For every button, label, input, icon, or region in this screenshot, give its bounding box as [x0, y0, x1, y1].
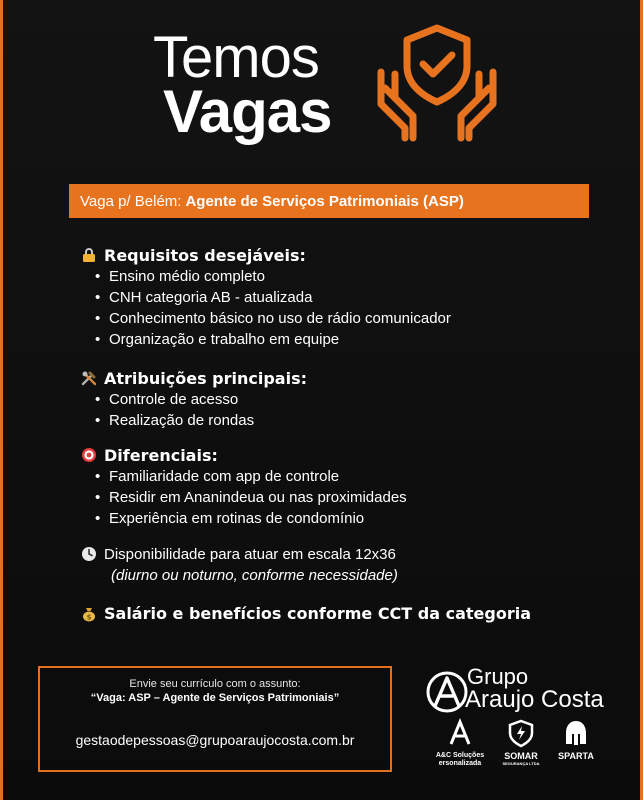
- atribuicoes-section: [81, 367, 307, 431]
- requisitos-heading: Requisitos desejáveis:: [104, 245, 306, 265]
- requisitos-list: [81, 266, 451, 350]
- target-icon: [81, 447, 97, 463]
- ac-logo-icon: [445, 718, 475, 748]
- list-item: • Conhecimento básico no uso de rádio comunicador: [95, 308, 451, 329]
- brand-line-2: Araujo Costa: [465, 686, 604, 713]
- brand-logo: [423, 664, 623, 724]
- sparta-helmet-icon: [561, 718, 591, 748]
- banner-role: Agente de Serviços Patrimoniais (ASP): [185, 192, 464, 210]
- sub-logo-somar-tagline: SEGURANÇA LTDA: [502, 761, 540, 766]
- title-line-1: Temos: [153, 25, 319, 90]
- diferenciais-section: [81, 444, 407, 529]
- sub-logo-sparta-name: SPARTA: [558, 751, 594, 761]
- atribuicoes-list: [81, 389, 307, 431]
- requisitos-section: [81, 244, 451, 350]
- grupo-logo-icon: [423, 668, 471, 716]
- list-item: • Ensino médio completo: [95, 266, 451, 287]
- contact-instruction: Envie seu currículo com o assunto:: [129, 678, 301, 690]
- sub-logo-ac: [421, 718, 499, 768]
- list-item: • Controle de acesso: [95, 389, 307, 410]
- disponibilidade-text: Disponibilidade para atuar em escala 12x36: [104, 545, 396, 563]
- disponibilidade-note: (diurno ou noturno, conforme necessidade): [111, 567, 398, 584]
- contact-box: [38, 666, 392, 772]
- atribuicoes-heading: Atribuições principais:: [104, 368, 307, 388]
- salario-text: Salário e benefícios conforme CCT da categoria: [104, 604, 531, 623]
- tools-icon: [81, 370, 97, 386]
- contact-email[interactable]: gestaodepessoas@grupoaraujocosta.com.br: [75, 732, 355, 748]
- somar-shield-icon: [506, 718, 536, 748]
- list-item: • Experiência em rotinas de condomínio: [95, 508, 407, 529]
- list-item: • Realização de rondas: [95, 410, 307, 431]
- diferenciais-list: [81, 466, 407, 529]
- sub-logo-somar: [497, 718, 545, 768]
- banner-prefix: Vaga p/ Belém:: [80, 192, 182, 210]
- diferenciais-heading: Diferenciais:: [104, 445, 218, 465]
- money-bag-icon: [81, 606, 97, 622]
- lock-icon: [81, 247, 97, 263]
- list-item: • CNH categoria AB - atualizada: [95, 287, 451, 308]
- brand-line-1: Grupo: [467, 664, 529, 689]
- list-item: • Familiaridade com app de controle: [95, 466, 407, 487]
- sub-logo-ac-name: A&C Soluções: [435, 752, 485, 759]
- hands-shield-check-icon: [375, 20, 499, 144]
- list-item: • Residir em Ananindeua ou nas proximidades: [95, 487, 407, 508]
- svg-text:$: $: [86, 612, 92, 621]
- sub-logo-somar-name: SOMAR: [504, 751, 538, 761]
- disponibilidade: [81, 543, 398, 587]
- sub-logo-sparta: [549, 718, 603, 760]
- list-item: • Organização e trabalho em equipe: [95, 329, 451, 350]
- salario: [81, 604, 531, 623]
- sub-logo-ac-tagline: ersonalizada: [438, 760, 482, 767]
- title-line-2: Vagas: [163, 78, 332, 145]
- job-banner: [69, 184, 589, 218]
- clock-icon: [81, 546, 97, 562]
- contact-subject: “Vaga: ASP – Agente de Serviços Patrimoniais”: [90, 692, 340, 704]
